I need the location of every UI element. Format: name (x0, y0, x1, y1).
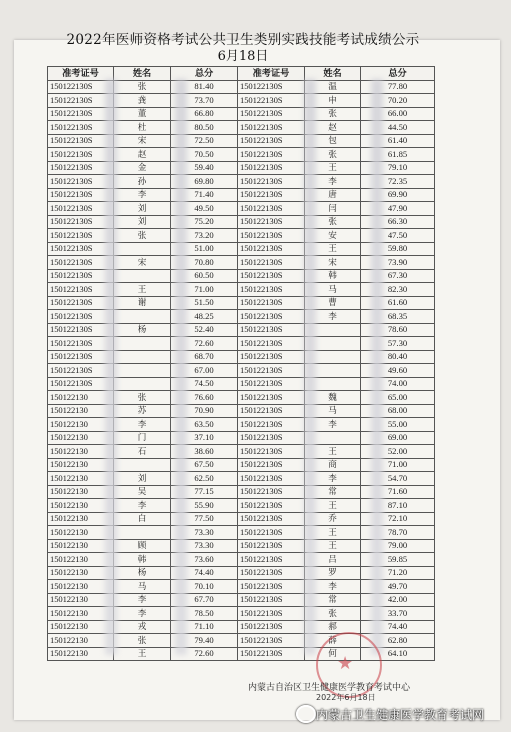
score-cell: 67.70 (171, 593, 238, 607)
name-cell: 李 (114, 188, 171, 202)
score-cell: 68.35 (361, 310, 435, 324)
name-cell: 宋 (114, 134, 171, 148)
score-cell: 59.85 (361, 553, 435, 567)
name-cell (114, 458, 171, 472)
score-cell: 76.60 (171, 391, 238, 405)
exam-id-cell: 150122130 (48, 404, 114, 418)
document-date: 6月18日 (217, 49, 269, 64)
name-cell: 申 (305, 94, 361, 108)
score-cell: 81.40 (171, 80, 238, 94)
name-cell: 罗 (305, 566, 361, 580)
score-cell: 71.00 (171, 283, 238, 297)
name-cell: 王 (114, 283, 171, 297)
exam-id-cell: 150122130S (48, 323, 114, 337)
name-cell: 张 (305, 148, 361, 162)
redaction-blur (371, 79, 383, 655)
score-cell: 55.90 (171, 499, 238, 513)
exam-id-cell: 150122130S (48, 229, 114, 243)
score-cell: 42.00 (361, 593, 435, 607)
name-cell: 薛 (305, 634, 361, 648)
exam-id-cell: 150122130S (238, 94, 305, 108)
score-cell: 87.10 (361, 499, 435, 513)
score-cell: 64.10 (361, 647, 435, 661)
exam-id-cell: 150122130 (48, 634, 114, 648)
name-cell: 金 (114, 161, 171, 175)
exam-id-cell: 150122130S (48, 256, 114, 270)
name-cell (114, 310, 171, 324)
header-score: 总分 (361, 67, 435, 81)
exam-id-cell: 150122130S (238, 526, 305, 540)
name-cell (114, 526, 171, 540)
exam-id-cell: 150122130S (238, 580, 305, 594)
exam-id-cell: 150122130S (238, 377, 305, 391)
exam-id-cell: 150122130 (48, 431, 114, 445)
redaction-blur (304, 79, 316, 655)
score-cell: 71.00 (361, 458, 435, 472)
name-cell: 王 (305, 445, 361, 459)
score-cell: 75.20 (171, 215, 238, 229)
score-cell: 61.60 (361, 296, 435, 310)
exam-id-cell: 150122130S (48, 242, 114, 256)
name-cell: 包 (305, 134, 361, 148)
name-cell: 顾 (114, 539, 171, 553)
name-cell: 石 (114, 445, 171, 459)
exam-id-cell: 150122130S (48, 94, 114, 108)
name-cell: 赵 (305, 121, 361, 135)
exam-id-cell: 150122130 (48, 472, 114, 486)
name-cell: 乔 (305, 512, 361, 526)
exam-id-cell: 150122130S (238, 310, 305, 324)
score-cell: 49.70 (361, 580, 435, 594)
name-cell (114, 377, 171, 391)
score-cell: 51.50 (171, 296, 238, 310)
name-cell: 刘 (114, 215, 171, 229)
exam-id-cell: 150122130S (238, 283, 305, 297)
exam-id-cell: 150122130S (48, 283, 114, 297)
exam-id-cell: 150122130 (48, 512, 114, 526)
score-cell: 55.00 (361, 418, 435, 432)
name-cell: 苏 (114, 404, 171, 418)
name-cell (114, 269, 171, 283)
name-cell (114, 364, 171, 378)
name-cell: 张 (114, 80, 171, 94)
exam-id-cell: 150122130S (48, 364, 114, 378)
exam-id-cell: 150122130S (238, 418, 305, 432)
score-cell: 62.50 (171, 472, 238, 486)
score-cell: 73.90 (361, 256, 435, 270)
exam-id-cell: 150122130S (48, 188, 114, 202)
name-cell: 吴 (114, 485, 171, 499)
score-cell: 59.40 (171, 161, 238, 175)
exam-id-cell: 150122130S (48, 121, 114, 135)
exam-id-cell: 150122130S (238, 80, 305, 94)
name-cell: 王 (305, 161, 361, 175)
name-cell: 温 (305, 80, 361, 94)
exam-id-cell: 150122130S (48, 337, 114, 351)
score-cell: 61.85 (361, 148, 435, 162)
exam-id-cell: 150122130S (48, 215, 114, 229)
name-cell: 杨 (114, 566, 171, 580)
name-cell: 张 (114, 229, 171, 243)
name-cell: 宋 (114, 256, 171, 270)
score-cell: 47.50 (361, 229, 435, 243)
name-cell: 马 (305, 404, 361, 418)
score-cell: 78.60 (361, 323, 435, 337)
score-cell: 71.10 (171, 620, 238, 634)
exam-id-cell: 150122130S (238, 188, 305, 202)
score-cell: 57.30 (361, 337, 435, 351)
name-cell (114, 337, 171, 351)
score-cell: 54.70 (361, 472, 435, 486)
score-cell: 74.40 (171, 566, 238, 580)
exam-id-cell: 150122130 (48, 485, 114, 499)
exam-id-cell: 150122130S (238, 242, 305, 256)
exam-id-cell: 150122130S (48, 296, 114, 310)
score-cell: 73.30 (171, 539, 238, 553)
score-cell: 66.00 (361, 107, 435, 121)
score-cell: 74.50 (171, 377, 238, 391)
score-cell: 68.00 (361, 404, 435, 418)
score-cell: 66.80 (171, 107, 238, 121)
score-cell: 70.10 (171, 580, 238, 594)
exam-id-cell: 150122130S (238, 620, 305, 634)
score-cell: 70.80 (171, 256, 238, 270)
exam-id-cell: 150122130S (238, 566, 305, 580)
exam-id-cell: 150122130S (238, 512, 305, 526)
exam-id-cell: 150122130 (48, 539, 114, 553)
name-cell: 李 (305, 472, 361, 486)
exam-id-cell: 150122130S (238, 431, 305, 445)
name-cell: 马 (114, 580, 171, 594)
score-cell: 67.00 (171, 364, 238, 378)
score-cell: 69.80 (171, 175, 238, 189)
name-cell: 张 (305, 607, 361, 621)
name-cell: 龚 (114, 94, 171, 108)
header-exam-id: 准考证号 (238, 67, 305, 81)
exam-id-cell: 150122130S (238, 364, 305, 378)
exam-id-cell: 150122130S (238, 107, 305, 121)
name-cell: 李 (305, 310, 361, 324)
score-cell: 80.50 (171, 121, 238, 135)
header-score: 总分 (171, 67, 238, 81)
score-cell: 48.25 (171, 310, 238, 324)
header-name: 姓名 (305, 67, 361, 81)
name-cell: 马 (305, 283, 361, 297)
score-cell: 70.50 (171, 148, 238, 162)
exam-id-cell: 150122130S (238, 323, 305, 337)
exam-id-cell: 150122130S (238, 229, 305, 243)
score-cell: 69.90 (361, 188, 435, 202)
name-cell: 唐 (305, 188, 361, 202)
name-cell: 韩 (114, 553, 171, 567)
score-cell: 37.10 (171, 431, 238, 445)
score-cell: 49.50 (171, 202, 238, 216)
score-cell: 79.40 (171, 634, 238, 648)
header-exam-id: 准考证号 (48, 67, 114, 81)
score-cell: 73.20 (171, 229, 238, 243)
exam-id-cell: 150122130S (238, 337, 305, 351)
score-cell: 61.40 (361, 134, 435, 148)
score-cell: 77.80 (361, 80, 435, 94)
name-cell: 李 (114, 418, 171, 432)
exam-id-cell: 150122130 (48, 499, 114, 513)
issuing-organization: 内蒙古自治区卫生健康医学教育考试中心 (248, 683, 411, 693)
score-cell: 71.60 (361, 485, 435, 499)
name-cell: 常 (305, 593, 361, 607)
exam-id-cell: 150122130 (48, 526, 114, 540)
exam-id-cell: 150122130S (48, 161, 114, 175)
exam-id-cell: 150122130 (48, 566, 114, 580)
score-cell: 60.50 (171, 269, 238, 283)
score-cell: 44.50 (361, 121, 435, 135)
score-cell: 38.60 (171, 445, 238, 459)
wechat-logo-icon (296, 705, 316, 723)
name-cell: 刘 (114, 202, 171, 216)
exam-id-cell: 150122130S (238, 202, 305, 216)
name-cell: 常 (305, 485, 361, 499)
exam-id-cell: 150122130S (238, 553, 305, 567)
name-cell: 王 (305, 242, 361, 256)
score-cell: 73.30 (171, 526, 238, 540)
score-cell: 82.30 (361, 283, 435, 297)
score-cell: 78.50 (171, 607, 238, 621)
redaction-blur (105, 79, 117, 655)
name-cell: 李 (114, 607, 171, 621)
watermark-text: 内蒙古卫生健康医学教育考试网 (316, 708, 485, 722)
name-cell: 李 (114, 593, 171, 607)
exam-id-cell: 150122130S (48, 377, 114, 391)
exam-id-cell: 150122130S (238, 175, 305, 189)
name-cell: 郝 (305, 620, 361, 634)
exam-id-cell: 150122130S (238, 593, 305, 607)
name-cell: 王 (305, 499, 361, 513)
exam-id-cell: 150122130S (238, 215, 305, 229)
name-cell: 李 (305, 418, 361, 432)
exam-id-cell: 150122130S (238, 256, 305, 270)
name-cell: 董 (114, 107, 171, 121)
exam-id-cell: 150122130S (238, 121, 305, 135)
name-cell: 曹 (305, 296, 361, 310)
exam-id-cell: 150122130 (48, 620, 114, 634)
exam-id-cell: 150122130 (48, 458, 114, 472)
name-cell: 宋 (305, 256, 361, 270)
exam-id-cell: 150122130S (48, 269, 114, 283)
exam-id-cell: 150122130S (238, 458, 305, 472)
exam-id-cell: 150122130 (48, 580, 114, 594)
exam-id-cell: 150122130S (238, 647, 305, 661)
score-cell: 78.70 (361, 526, 435, 540)
score-cell: 77.50 (171, 512, 238, 526)
exam-id-cell: 150122130S (238, 269, 305, 283)
exam-id-cell: 150122130S (238, 485, 305, 499)
name-cell: 魏 (305, 391, 361, 405)
name-cell: 白 (114, 512, 171, 526)
score-cell: 70.20 (361, 94, 435, 108)
score-cell: 70.90 (171, 404, 238, 418)
exam-id-cell: 150122130S (238, 634, 305, 648)
score-cell: 71.40 (171, 188, 238, 202)
score-cell: 63.50 (171, 418, 238, 432)
table-header-row (48, 67, 435, 81)
score-cell: 72.10 (361, 512, 435, 526)
name-cell: 王 (114, 647, 171, 661)
score-cell: 74.40 (361, 620, 435, 634)
score-cell: 51.00 (171, 242, 238, 256)
score-cell: 69.00 (361, 431, 435, 445)
name-cell: 刘 (114, 472, 171, 486)
name-cell: 孙 (114, 175, 171, 189)
exam-id-cell: 150122130 (48, 553, 114, 567)
name-cell (114, 350, 171, 364)
exam-id-cell: 150122130S (238, 148, 305, 162)
score-cell: 67.30 (361, 269, 435, 283)
issue-date: 2022年6月18日 (316, 693, 376, 702)
score-cell: 80.40 (361, 350, 435, 364)
exam-id-cell: 150122130S (238, 296, 305, 310)
name-cell: 张 (305, 215, 361, 229)
document-title: 2022年医师资格考试公共卫生类别实践技能考试成绩公示 (66, 32, 420, 48)
score-cell: 71.20 (361, 566, 435, 580)
name-cell: 王 (305, 526, 361, 540)
score-cell: 66.30 (361, 215, 435, 229)
name-cell: 李 (305, 580, 361, 594)
score-cell: 33.70 (361, 607, 435, 621)
exam-id-cell: 150122130S (238, 391, 305, 405)
exam-id-cell: 150122130S (48, 310, 114, 324)
score-cell: 72.50 (171, 134, 238, 148)
exam-id-cell: 150122130S (48, 80, 114, 94)
name-cell: 张 (114, 634, 171, 648)
exam-id-cell: 150122130S (48, 107, 114, 121)
exam-id-cell: 150122130S (238, 445, 305, 459)
exam-id-cell: 150122130S (48, 148, 114, 162)
name-cell: 安 (305, 229, 361, 243)
exam-id-cell: 150122130S (48, 350, 114, 364)
redaction-blur (175, 79, 187, 655)
exam-id-cell: 150122130 (48, 607, 114, 621)
name-cell: 张 (114, 391, 171, 405)
name-cell: 戎 (114, 620, 171, 634)
name-cell: 谢 (114, 296, 171, 310)
name-cell: 李 (114, 499, 171, 513)
exam-id-cell: 150122130 (48, 418, 114, 432)
exam-id-cell: 150122130S (48, 134, 114, 148)
score-cell: 79.10 (361, 161, 435, 175)
name-cell: 吕 (305, 553, 361, 567)
exam-id-cell: 150122130S (238, 350, 305, 364)
exam-id-cell: 150122130S (238, 472, 305, 486)
name-cell: 韩 (305, 269, 361, 283)
name-cell: 杜 (114, 121, 171, 135)
seal-star-icon: ★ (337, 653, 354, 674)
score-cell: 47.90 (361, 202, 435, 216)
score-cell: 79.00 (361, 539, 435, 553)
score-cell: 68.70 (171, 350, 238, 364)
name-cell: 杨 (114, 323, 171, 337)
score-cell: 74.00 (361, 377, 435, 391)
name-cell: 李 (305, 175, 361, 189)
name-cell: 商 (305, 458, 361, 472)
name-cell: 门 (114, 431, 171, 445)
exam-id-cell: 150122130S (238, 499, 305, 513)
score-cell: 52.40 (171, 323, 238, 337)
score-cell: 72.60 (171, 337, 238, 351)
score-cell: 73.70 (171, 94, 238, 108)
name-cell: 闫 (305, 202, 361, 216)
exam-id-cell: 150122130S (238, 404, 305, 418)
name-cell (114, 242, 171, 256)
exam-id-cell: 150122130S (238, 539, 305, 553)
score-cell: 72.60 (171, 647, 238, 661)
score-cell: 49.60 (361, 364, 435, 378)
score-cell: 67.50 (171, 458, 238, 472)
name-cell: 王 (305, 539, 361, 553)
exam-id-cell: 150122130 (48, 593, 114, 607)
exam-id-cell: 150122130 (48, 445, 114, 459)
exam-id-cell: 150122130 (48, 647, 114, 661)
exam-id-cell: 150122130S (238, 607, 305, 621)
score-cell: 77.15 (171, 485, 238, 499)
exam-id-cell: 150122130 (48, 391, 114, 405)
name-cell: 赵 (114, 148, 171, 162)
exam-id-cell: 150122130S (238, 161, 305, 175)
score-cell: 72.35 (361, 175, 435, 189)
header-name: 姓名 (114, 67, 171, 81)
score-cell: 65.00 (361, 391, 435, 405)
score-cell: 73.60 (171, 553, 238, 567)
score-cell: 59.80 (361, 242, 435, 256)
exam-id-cell: 150122130S (48, 175, 114, 189)
name-cell: 张 (305, 107, 361, 121)
score-cell: 62.80 (361, 634, 435, 648)
exam-id-cell: 150122130S (238, 134, 305, 148)
name-cell: 何 (305, 647, 361, 661)
exam-id-cell: 150122130S (48, 202, 114, 216)
score-cell: 52.00 (361, 445, 435, 459)
